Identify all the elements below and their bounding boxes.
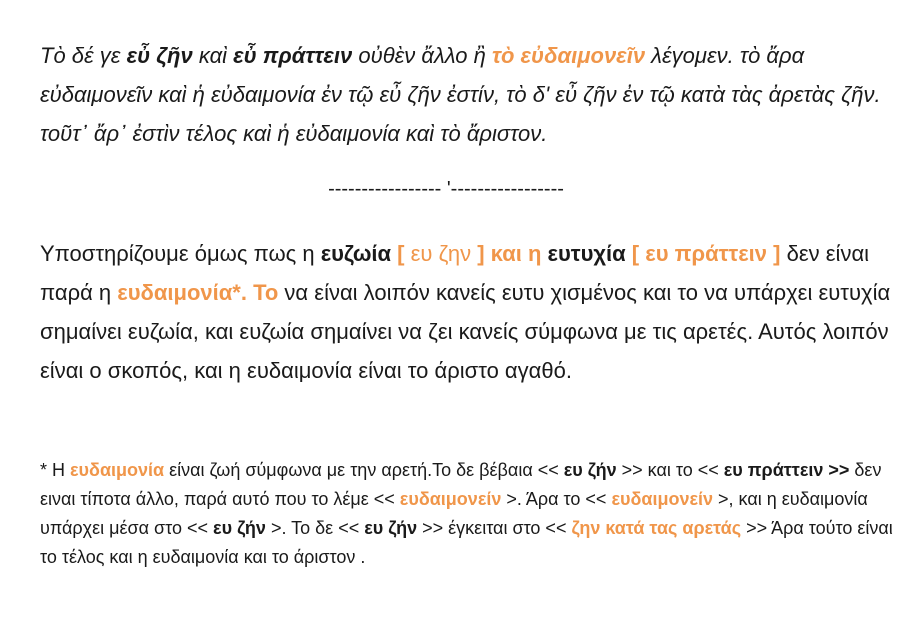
footnote-term: ευδαιμονείν (399, 489, 502, 509)
term-euzoia: ευζωία (320, 241, 392, 266)
footnote-term: ευδαιμονία (70, 460, 165, 480)
bracket-open: [ (625, 241, 646, 266)
footnote-term: ευ πράττειν >> (723, 460, 850, 480)
footnote-segment: >> Άρα τούτο είναι το τέλος και η ευδαιμονία και το άριστον . (40, 518, 893, 567)
greek-term-eu-prattein: εὖ πράττειν (233, 43, 353, 68)
greek-term-eu-zen: εὖ ζῆν (126, 43, 193, 68)
footnote-term: ευ ζήν (563, 460, 617, 480)
ancient-greek-paragraph (40, 36, 900, 153)
footnote-segment: >> έγκειται στο << (417, 518, 572, 538)
bracket-close: ] και η (471, 241, 548, 266)
modern-text-segment: δεν είναι παρά η (40, 241, 870, 305)
footnote-segment: * Η (40, 460, 71, 480)
section-divider: ----------------- '----------------- (328, 178, 564, 200)
greek-term-eudaimonein: τὸ εὐδαιμονεῖν (491, 43, 646, 68)
footnote-term: ευ ζήν (364, 518, 418, 538)
modern-text-segment: να είναι λοιπόν κανείς ευτυ χισμένος και το να υπάρχει ευτυχία σημαίνει ευζωία, και ευζωία σημαίνει να ζει κανείς σύμφωνα με τις αρετές. Αυτός λοιπόν είναι ο σκοπός, και η ευδαιμονία είναι το άριστο αγαθό. (40, 280, 891, 383)
footnote-segment: >. Το δε << (265, 518, 365, 538)
footnote-term: ζην κατά τας αρετάς (571, 518, 742, 538)
greek-text-segment: καὶ (192, 43, 234, 68)
term-eu-zin: ευ ζην (410, 241, 472, 266)
modern-greek-paragraph (40, 234, 910, 390)
greek-text-segment: Τὸ δέ γε (40, 43, 127, 68)
greek-text-segment: οὐθὲν ἄλλο ἢ (352, 43, 492, 68)
term-eutychia: ευτυχία (547, 241, 626, 266)
footnote-segment: >, και η ευδαιμονία υπάρχει μέσα στο << (40, 489, 868, 538)
footnote-term: ευ ζήν (213, 518, 266, 538)
footnote-segment: είναι ζωή σύμφωνα με την αρετή.Το δε βέβαια << (164, 460, 564, 480)
footnote-segment: >> και το << (616, 460, 724, 480)
modern-text-segment: Υποστηρίζουμε όμως πως η (40, 241, 321, 266)
bracket-open: [ (391, 241, 411, 266)
bracket-close: ] (767, 241, 781, 266)
footnote (40, 456, 900, 572)
term-eudaimonia: ευδαιμονία*. Το (117, 280, 279, 305)
greek-text-segment: λέγομεν. τὸ ἄρα εὐδαιμονεῖν καὶ ἡ εὐδαιμονία ἐν τῷ εὖ ζῆν ἐστίν, τὸ δ' εὖ ζῆν ἐν τῷ κατὰ τὰς ἀρετὰς ζῆν. τοῦτ᾽ ἄρ᾽ ἐστὶν τέλος καὶ ἡ εὐδαιμονία καὶ τὸ ἄριστον. (40, 43, 881, 146)
term-eu-prattein: ευ πράττειν (645, 241, 768, 266)
footnote-segment: δεν ειναι τίποτα άλλο, παρά αυτό που το λέμε << (40, 460, 882, 509)
footnote-segment: >. Άρα το << (501, 489, 612, 509)
footnote-term: ευδαιμονείν (611, 489, 714, 509)
